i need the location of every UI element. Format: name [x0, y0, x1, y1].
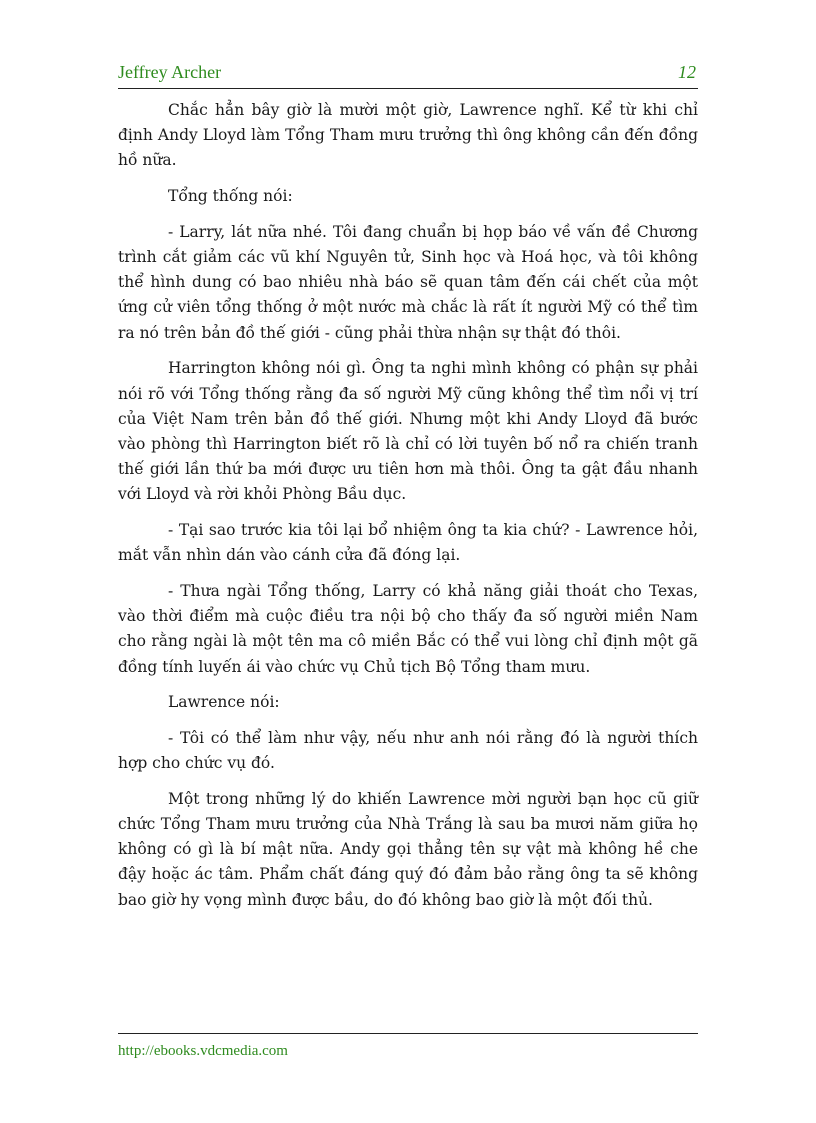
- header-author: Jeffrey Archer: [118, 62, 222, 82]
- paragraph: Chắc hẳn bây giờ là mười một giờ, Lawrence nghĩ. Kể từ khi chỉ định Andy Lloyd làm Tổng Tham mưu trưởng thì ông không cần đến đồng hồ nữa.: [118, 101, 698, 170]
- paragraph: - Tôi có thể làm như vậy, nếu như anh nói rằng đó là người thích hợp cho chức vụ đó.: [118, 728, 698, 773]
- paragraph: - Tại sao trước kia tôi lại bổ nhiệm ông ta kia chứ? - Lawrence hỏi, mắt vẫn nhìn dán vào cánh cửa đã đóng lại.: [118, 521, 698, 565]
- footer-rule: [118, 1033, 698, 1034]
- paragraph: Lawrence nói:: [168, 693, 280, 712]
- paragraph: Một trong những lý do khiến Lawrence mời người bạn học cũ giữ chức Tổng Tham mưu trưởng của Nhà Trắng là sau ba mươi năm giữa họ không có gì là bí mật nữa. Andy gọi thẳng tên sự vật mà không hề che đậy hoặc ác tâm. Phẩm chất đáng quý đó đảm bảo rằng ông ta sẽ không bao giờ hy vọng mình được bầu, do đó không bao giờ là một đối thủ.: [118, 789, 698, 909]
- page-header: [118, 60, 698, 89]
- footer-url-link[interactable]: http://ebooks.vdcmedia.com: [118, 1043, 288, 1059]
- paragraph: Harrington không nói gì. Ông ta nghi mình không có phận sự phải nói rõ với Tổng thống rằng đa số người Mỹ cũng không thể tìm nổi vị trí của Việt Nam trên bản đồ thế giới. Nhưng một khi Andy Lloyd đã bước vào phòng thì Harrington biết rõ là chỉ có lời tuyên bố nổ ra chiến tranh thế giới lần thứ ba mới được ưu tiên hơn mà thôi. Ông ta gật đầu nhanh với Lloyd và rời khỏi Phòng Bầu dục.: [118, 359, 698, 504]
- header-page-number: 12: [678, 62, 696, 82]
- page-body: [118, 98, 698, 923]
- paragraph: - Larry, lát nữa nhé. Tôi đang chuẩn bị họp báo về vấn đề Chương trình cắt giảm các vũ khí Nguyên tử, Sinh học và Hoá học, và tôi không thể hình dung có bao nhiêu nhà báo sẽ quan tâm đến cái chết của một ứng cử viên tổng thống ở một nước mà chắc là rất ít người Mỹ có thể tìm ra nó trên bản đồ thế giới - cũng phải thừa nhận sự thật đó thôi.: [118, 222, 698, 342]
- paragraph: Tổng thống nói:: [168, 187, 293, 206]
- paragraph: - Thưa ngài Tổng thống, Larry có khả năng giải thoát cho Texas, vào thời điểm mà cuộc điều tra nội bộ cho thấy đa số người miền Nam cho rằng ngài là một tên ma cô miền Bắc có thể vui lòng chỉ định một gã đồng tính luyến ái vào chức vụ Chủ tịch Bộ Tổng tham mưu.: [118, 581, 698, 676]
